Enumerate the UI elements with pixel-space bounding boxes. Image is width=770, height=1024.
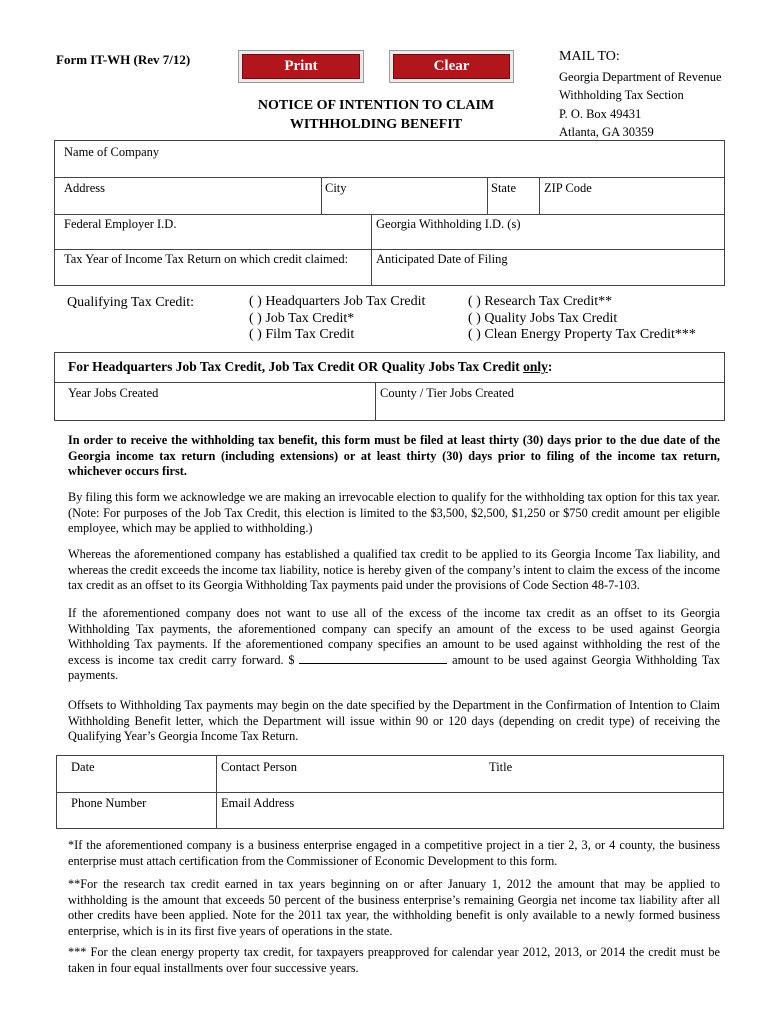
excess-amount-text: If the aforementioned company does not want to use all of the excess of the income tax credit as an offset to its Georgia Withholding Tax payments, the aforementioned company can specify an amount of the excess to be used against Georgia Withholding Tax payments. If the aforementioned company specifies an amount to be used against withholding the rest of the excess is income tax credit carry forward. $: [68, 606, 720, 667]
excess-amount-paragraph: [68, 606, 720, 684]
divider: [321, 177, 322, 214]
offsets-paragraph: Offsets to Withholding Tax payments may begin on the date specified by the Department in the Confirmation of Intention to Claim Withholding Benefit letter, which the Department will issue within 90 or 120 days (depending on credit type) of receiving the Qualifying Year’s Georgia Income Tax Return.: [68, 698, 720, 743]
year-jobs-created-field[interactable]: Year Jobs Created: [68, 386, 159, 400]
mail-to-line1: Georgia Department of Revenue: [559, 69, 722, 84]
divider: [487, 177, 488, 214]
footnote-research-credit: **For the research tax credit earned in tax years beginning on or after January 1, 2012 the amount that may be applied to withholding is the amount that exceeds 50 percent of the business enterprise’s remaining Georgia net income tax liability after all other credits have been applied. Note for the 2011 tax year, the withholding benefit is only available to a newly formed business enterprise, which is in its first five years of operations in the state.: [68, 877, 720, 938]
whereas-paragraph: Whereas the aforementioned company has established a qualified tax credit to be applied to its Georgia Income Tax liability, and whereas the credit exceeds the income tax liability, notice is hereby given of the company’s intent to claim the excess of the income tax credit as an offset to its Georgia Withholding Tax payments paid under the provisions of Code Section 48-7-103.: [68, 547, 720, 592]
filing-deadline-paragraph: In order to receive the withholding tax benefit, this form must be filed at least thirty (30) days prior to the due date of the Georgia income tax return (including extensions) or at least thirty (30) days prior to filing of the income tax return, whichever occurs first.: [68, 433, 720, 478]
qualifying-credit-label: Qualifying Tax Credit:: [67, 295, 195, 310]
form-id: Form IT-WH (Rev 7/12): [56, 52, 191, 67]
title-field[interactable]: Title: [489, 760, 513, 774]
city-field[interactable]: City: [325, 181, 347, 195]
credit-options-right: [468, 294, 696, 344]
mail-to-line3: P. O. Box 49431: [559, 106, 642, 121]
headquarters-job-tax-credit-checkbox[interactable]: ( ) Headquarters Job Tax Credit: [249, 294, 426, 309]
zip-field[interactable]: ZIP Code: [544, 181, 592, 195]
clear-button-label: Clear: [393, 54, 510, 79]
email-address-field[interactable]: Email Address: [221, 796, 295, 810]
excess-amount-input[interactable]: [299, 653, 447, 664]
footnote-clean-energy: *** For the clean energy property tax credit, for taxpayers preapproved for calendar year 2012, 2013, or 2014 the credit must be taken in four equal installments over four successive years.: [68, 945, 720, 975]
jobs-heading-colon: :: [547, 359, 553, 374]
date-field[interactable]: Date: [71, 760, 95, 774]
jobs-heading-text: For Headquarters Job Tax Credit, Job Tax Credit OR Quality Jobs Tax Credit: [68, 359, 524, 374]
divider: [56, 792, 724, 793]
divider: [54, 382, 725, 383]
contact-person-field[interactable]: Contact Person: [221, 760, 298, 774]
state-field[interactable]: State: [491, 181, 516, 195]
mail-to-heading: MAIL TO:: [559, 49, 620, 64]
jobs-section-heading: [68, 359, 552, 375]
form-title-line2: WITHHOLDING BENEFIT: [289, 117, 463, 132]
divider: [371, 214, 372, 286]
divider: [54, 214, 725, 215]
divider: [539, 177, 540, 214]
form-title: [226, 96, 526, 134]
mail-to-address: [559, 48, 722, 142]
film-tax-credit-checkbox[interactable]: ( ) Film Tax Credit: [249, 327, 355, 342]
mail-to-line2: Withholding Tax Section: [559, 88, 684, 102]
anticipated-date-field[interactable]: Anticipated Date of Filing: [376, 252, 508, 266]
footnote-tier-county: *If the aforementioned company is a business enterprise engaged in a competitive project in a tier 2, 3, or 4 county, the business enterprise must attach certification from the Commissioner of Economic Development to this form.: [68, 838, 720, 868]
divider: [54, 177, 725, 178]
excess-amount-text-end: amount to be used against Georgia Withholding Tax payments.: [68, 652, 721, 682]
clear-button[interactable]: [389, 50, 514, 83]
clean-energy-property-tax-credit-checkbox[interactable]: ( ) Clean Energy Property Tax Credit***: [468, 327, 696, 342]
tax-year-field[interactable]: Tax Year of Income Tax Return on which credit claimed:: [64, 252, 349, 266]
jobs-heading-only: only: [523, 359, 548, 374]
form-title-line1: NOTICE OF INTENTION TO CLAIM: [257, 98, 495, 113]
irrevocable-election-paragraph: By filing this form we acknowledge we are making an irrevocable election to qualify for the withholding tax option for this tax year. (Note: For purposes of the Job Tax Credit, this election is limited to the $3,500, $2,500, $1,250 or $750 credit amount per eligible employee, which may be applied to withholding.): [68, 490, 720, 535]
quality-jobs-tax-credit-checkbox[interactable]: ( ) Quality Jobs Tax Credit: [468, 310, 618, 326]
print-button-label: Print: [242, 54, 360, 79]
credit-options-left: [249, 294, 425, 344]
mail-to-line4: Atlanta, GA 30359: [559, 125, 654, 139]
job-tax-credit-checkbox[interactable]: ( ) Job Tax Credit*: [249, 310, 355, 326]
research-tax-credit-checkbox[interactable]: ( ) Research Tax Credit**: [468, 294, 613, 309]
company-name-field[interactable]: Name of Company: [64, 145, 160, 159]
divider: [216, 755, 217, 829]
county-tier-jobs-field[interactable]: County / Tier Jobs Created: [380, 386, 515, 400]
address-field[interactable]: Address: [64, 181, 105, 195]
fein-field[interactable]: Federal Employer I.D.: [64, 217, 177, 231]
phone-number-field[interactable]: Phone Number: [71, 796, 147, 810]
ga-withholding-id-field[interactable]: Georgia Withholding I.D. (s): [376, 217, 521, 231]
divider: [375, 382, 376, 421]
divider: [54, 249, 725, 250]
print-button[interactable]: [238, 50, 364, 83]
